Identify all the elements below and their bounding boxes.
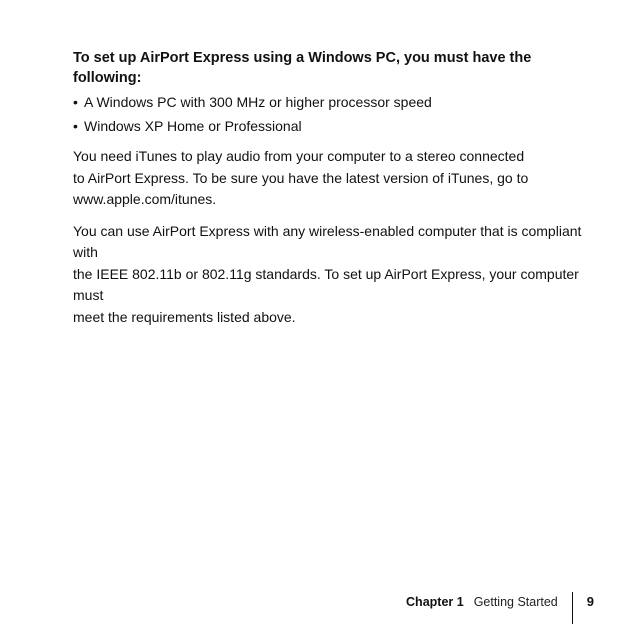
itunes-link[interactable]: www.apple.com/itunes. (73, 191, 217, 207)
list-item (73, 114, 593, 138)
list-item (73, 90, 593, 114)
requirements-list (73, 90, 593, 138)
paragraph-line: to AirPort Express. To be sure you have the latest version of iTunes, go to (73, 169, 529, 186)
compatibility-paragraph (73, 221, 593, 329)
bullet-icon: • (73, 118, 78, 134)
itunes-paragraph (73, 146, 593, 211)
page-footer (406, 592, 594, 612)
paragraph-line: meet the requirements listed above. (73, 308, 296, 325)
footer-divider (572, 592, 573, 624)
chapter-label: Chapter 1 (406, 595, 464, 609)
paragraph-line: You need iTunes to play audio from your computer to a stereo connected (73, 148, 525, 164)
bullet-icon: • (73, 94, 78, 110)
list-item-text: A Windows PC with 300 MHz or higher processor speed (84, 94, 432, 110)
page-content (73, 48, 593, 328)
page-number: 9 (586, 594, 594, 609)
chapter-title: Getting Started (473, 595, 558, 609)
paragraph-line: You can use AirPort Express with any wireless-enabled computer that is compliant with (73, 222, 582, 260)
section-heading: To set up AirPort Express using a Windows PC, you must have the following: (73, 50, 532, 86)
list-item-text: Windows XP Home or Professional (84, 118, 302, 134)
paragraph-line: the IEEE 802.11b or 802.11g standards. To set up AirPort Express, your computer must (73, 265, 579, 303)
